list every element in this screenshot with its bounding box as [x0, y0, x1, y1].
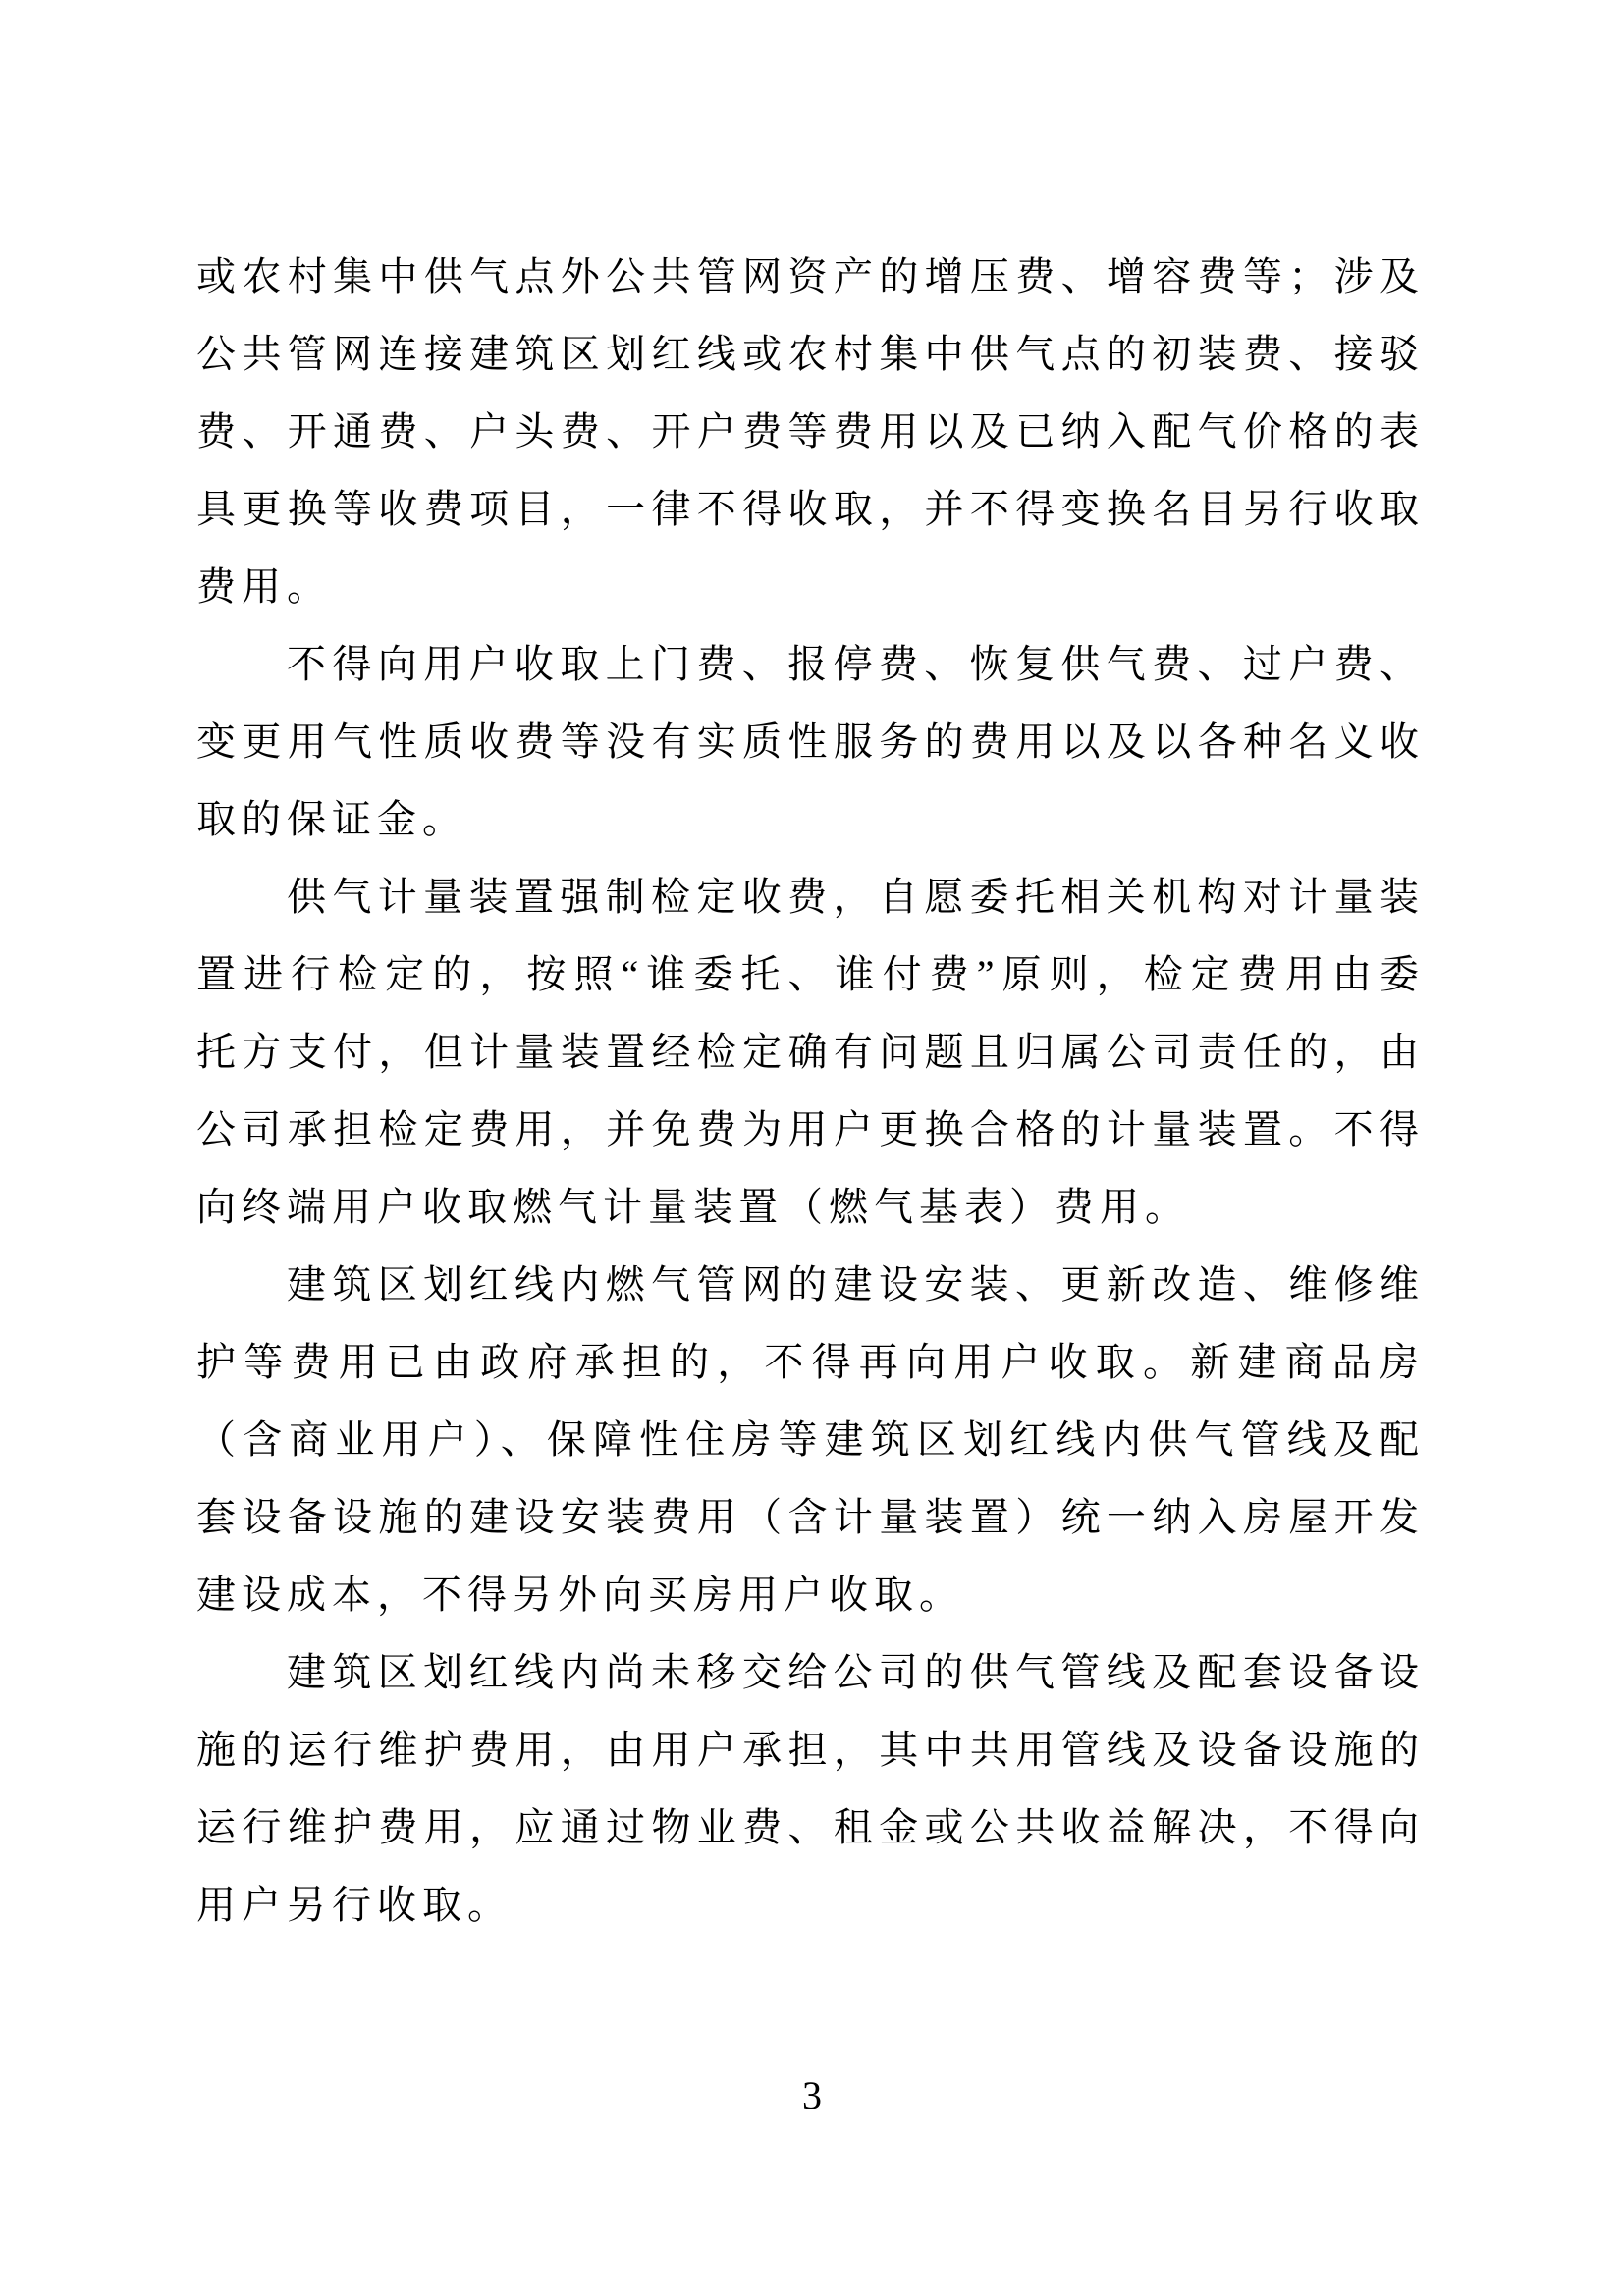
text-line: 变更用气性质收费等没有实质性服务的费用以及以各种名义收	[196, 720, 1419, 764]
text-line: 向终端用户收取燃气计量装置（燃气基表）费用。	[196, 1185, 1190, 1229]
page-number: 3	[802, 2073, 822, 2117]
text-line: 托方支付，但计量装置经检定确有问题且归属公司责任的，由	[196, 1030, 1419, 1074]
paragraph	[196, 858, 1419, 1246]
paragraph	[196, 238, 1419, 625]
paragraph	[196, 1246, 1419, 1633]
text-line: 护等费用已由政府承担的，不得再向用户收取。新建商品房	[196, 1340, 1419, 1384]
text-line: 供气计量装置强制检定收费，自愿委托相关机构对计量装	[287, 875, 1419, 919]
text-line: 建筑区划红线内燃气管网的建设安装、更新改造、维修维	[287, 1262, 1419, 1307]
text-line: 套设备设施的建设安装费用（含计量装置）统一纳入房屋开发	[196, 1495, 1419, 1539]
paragraph	[196, 1633, 1419, 1944]
text-line: 建筑区划红线内尚未移交给公司的供气管线及配套设备设	[287, 1650, 1419, 1694]
paragraph	[196, 625, 1419, 858]
text-line: 施的运行维护费用，由用户承担，其中共用管线及设备设施的	[196, 1728, 1419, 1772]
text-line: 公共管网连接建筑区划红线或农村集中供气点的初装费、接驳	[196, 332, 1419, 376]
text-line: 取的保证金。	[196, 797, 467, 841]
text-line: 建设成本，不得另外向买房用户收取。	[196, 1573, 964, 1617]
text-line: 具更换等收费项目，一律不得收取，并不得变换名目另行收取	[196, 487, 1419, 531]
text-line: 费用。	[196, 564, 332, 609]
text-line: 用户另行收取。	[196, 1883, 513, 1927]
document-text-body	[196, 238, 1419, 1944]
text-line: 公司承担检定费用，并免费为用户更换合格的计量装置。不得	[196, 1107, 1419, 1151]
text-line: 运行维护费用，应通过物业费、租金或公共收益解决，不得向	[196, 1805, 1419, 1849]
text-line: 或农村集中供气点外公共管网资产的增压费、增容费等；涉及	[196, 254, 1419, 298]
text-line: （含商业用户）、保障性住房等建筑区划红线内供气管线及配	[196, 1417, 1419, 1462]
text-line: 不得向用户收取上门费、报停费、恢复供气费、过户费、	[287, 642, 1419, 686]
text-line: 费、开通费、户头费、开户费等费用以及已纳入配气价格的表	[196, 409, 1419, 454]
text-line: 置进行检定的，按照“谁委托、谁付费”原则，检定费用由委	[196, 952, 1419, 996]
